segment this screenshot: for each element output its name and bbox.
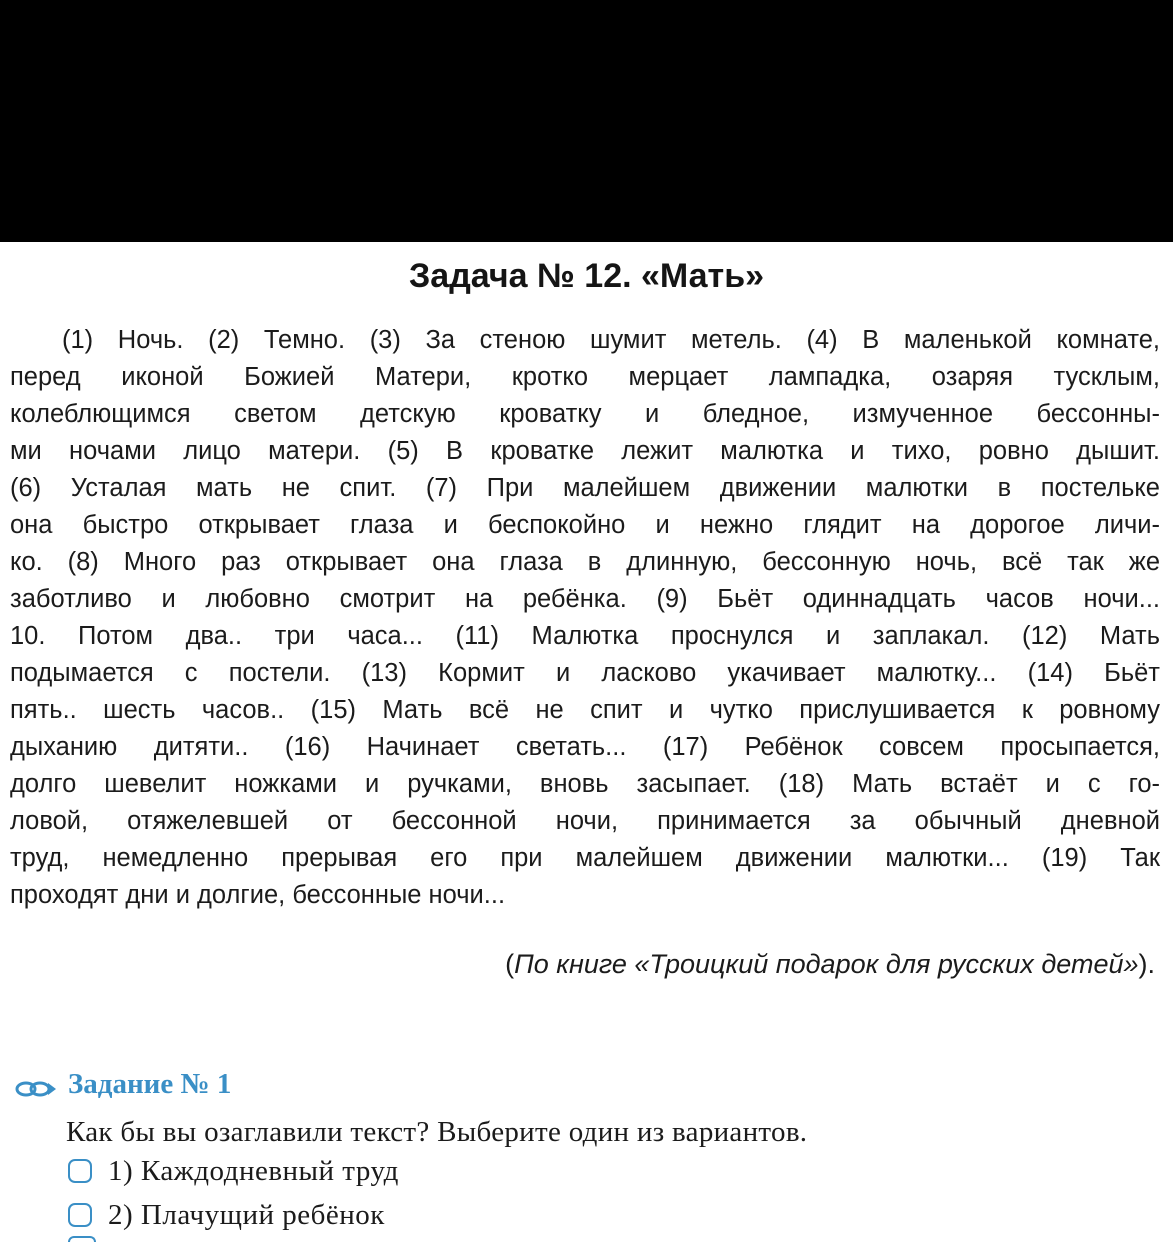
- page-title: Задача № 12. «Мать»: [408, 257, 765, 295]
- task-header: [14, 1066, 231, 1102]
- passage-line: 10. Потом два.. три часа... (11) Малютка проснулся и заплакал. (12) Мать: [10, 622, 1160, 650]
- passage-line: перед иконой Божией Матери, кротко мерцает лампадка, озаряя тусклым,: [10, 363, 1160, 391]
- option-label: 2) Плачущий ребёнок: [108, 1199, 385, 1231]
- source-close-paren: ).: [1138, 949, 1155, 979]
- passage-line: ловой, отяжелевшей от бессонной ночи, принимается за обычный дневной: [10, 807, 1160, 835]
- passage-text: [10, 322, 1160, 914]
- option-checkbox[interactable]: [68, 1203, 92, 1227]
- passage-line: ми ночами лицо матери. (5) В кроватке лежит малютка и тихо, ровно дышит.: [10, 437, 1160, 465]
- passage-line: колеблющимся светом детскую кроватку и бледное, измученное бессонны-: [10, 400, 1160, 428]
- link-chain-icon: [14, 1073, 58, 1095]
- passage-line: заботливо и любовно смотрит на ребёнка. (9) Бьёт одиннадцать часов ночи...: [10, 585, 1160, 613]
- task-header-label: Задание № 1: [68, 1068, 232, 1100]
- passage-line: (6) Усталая мать не спит. (7) При малейшем движении малютки в постельке: [10, 474, 1160, 502]
- passage-line: пять.. шесть часов.. (15) Мать всё не спит и чутко прислушивается к ровному: [10, 696, 1160, 724]
- passage-line: подымается с постели. (13) Кормит и ласково укачивает малютку... (14) Бьёт: [10, 659, 1160, 687]
- option-label: 1) Каждодневный труд: [108, 1155, 399, 1187]
- source-citation: [505, 945, 1155, 983]
- passage-line: дыханию дитяти.. (16) Начинает светать... (17) Ребёнок совсем просыпается,: [10, 733, 1160, 761]
- passage-line: ко. (8) Много раз открывает она глаза в длинную, бессонную ночь, всё так же: [10, 548, 1160, 576]
- source-title: По книге «Троицкий подарок для русских детей»: [514, 949, 1139, 979]
- task-question: Как бы вы озаглавили текст? Выберите один из вариантов.: [66, 1116, 808, 1148]
- passage-line: долго шевелит ножками и ручками, вновь засыпает. (18) Мать встаёт и с го-: [10, 770, 1160, 798]
- option-checkbox[interactable]: [68, 1159, 92, 1183]
- option-checkbox-cropped[interactable]: [68, 1236, 96, 1242]
- passage-line: труд, немедленно прерывая его при малейшем движении малютки... (19) Так: [10, 844, 1160, 872]
- answer-option-1[interactable]: [68, 1152, 399, 1190]
- answer-option-2[interactable]: [68, 1196, 385, 1234]
- passage-line: (1) Ночь. (2) Темно. (3) За стеною шумит метель. (4) В маленькой комнате,: [62, 326, 1160, 354]
- passage-line: она быстро открывает глаза и беспокойно и нежно глядит на дорогое личи-: [10, 511, 1160, 539]
- black-band: [0, 0, 1173, 242]
- passage-line: проходят дни и долгие, бессонные ночи...: [10, 881, 506, 909]
- source-open-paren: (: [505, 949, 515, 979]
